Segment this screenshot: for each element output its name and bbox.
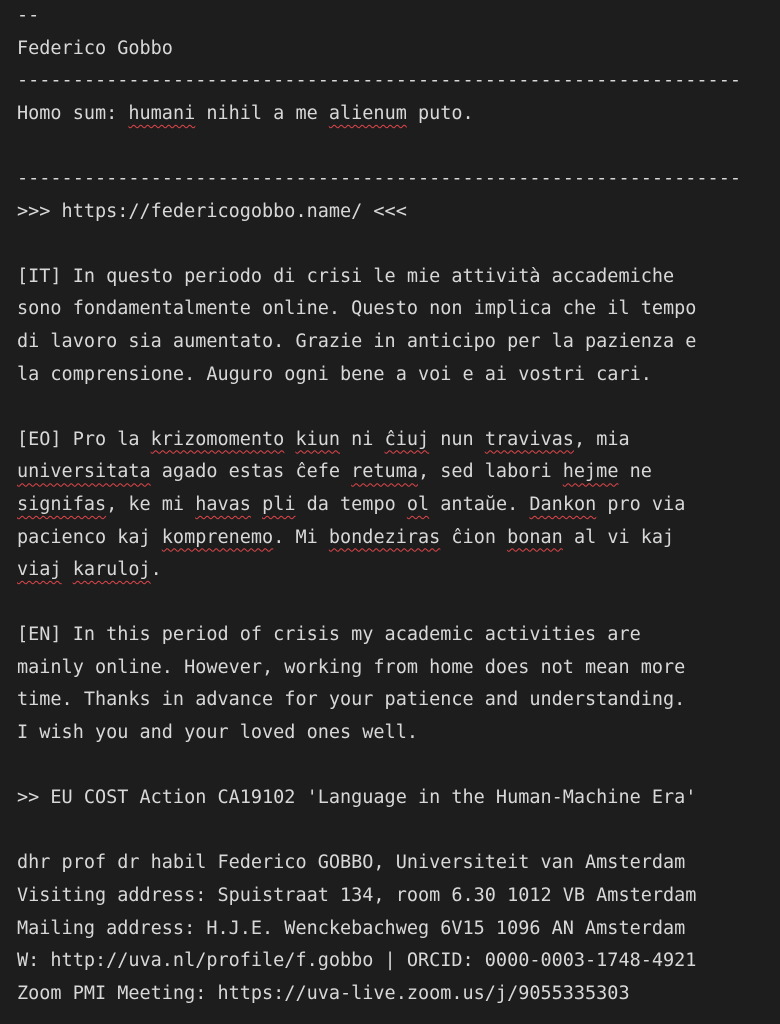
misspelled-word: retuma: [351, 461, 418, 483]
text-segment: , mia: [573, 428, 630, 450]
text-segment: --: [17, 5, 40, 26]
text-segment: -----------------------------------------------------------------: [17, 167, 741, 189]
text-line-it-3[interactable]: [17, 326, 780, 359]
text-line-eo-1[interactable]: [17, 424, 780, 457]
text-segment: Homo sum:: [17, 102, 129, 124]
text-line-sig-sep[interactable]: [17, 0, 780, 33]
text-segment: , sed labori: [417, 461, 563, 483]
text-line-zoom[interactable]: [17, 978, 780, 1011]
text-line-eo-2[interactable]: [17, 456, 780, 489]
text-segment: ni: [340, 428, 385, 450]
text-segment: I wish you and your loved ones well.: [17, 722, 418, 744]
misspelled-word: travivas: [484, 428, 574, 450]
text-segment: agado estas ĉefe: [150, 461, 352, 483]
text-segment: . Mi: [273, 526, 329, 548]
text-line-blank-5[interactable]: [17, 750, 780, 783]
text-line-rule-2[interactable]: [17, 163, 780, 196]
text-line-website[interactable]: [17, 196, 780, 229]
misspelled-word: bonan: [507, 526, 563, 548]
text-line-it-2[interactable]: [17, 293, 780, 326]
text-segment: Mailing address: H.J.E. Wenckebachweg 6V15 1096 AN Amsterdam: [17, 917, 686, 939]
misspelled-word: viaj: [17, 559, 62, 581]
text-segment: -----------------------------------------------------------------: [17, 70, 741, 92]
text-line-en-3[interactable]: [17, 684, 780, 717]
text-line-it-1[interactable]: [17, 261, 780, 294]
text-segment: antaŭe.: [429, 493, 530, 515]
text-line-title[interactable]: [17, 847, 780, 880]
text-line-blank-3[interactable]: [17, 391, 780, 424]
text-segment: mainly online. However, working from home does not mean more: [17, 656, 686, 678]
text-segment: ne: [618, 461, 652, 483]
text-line-motto[interactable]: [17, 98, 780, 131]
text-line-name[interactable]: [17, 33, 780, 66]
text-segment: la comprensione. Auguro ogni bene a voi e ai vostri cari.: [17, 363, 652, 385]
text-segment: Federico Gobbo: [17, 37, 173, 59]
text-line-blank-4[interactable]: [17, 587, 780, 620]
misspelled-word: havas: [195, 493, 251, 515]
text-line-blank-1[interactable]: [17, 130, 780, 163]
text-segment: >>> https://federicogobbo.name/ <<<: [17, 200, 407, 222]
text-line-cost[interactable]: [17, 782, 780, 815]
misspelled-word: signifas: [17, 493, 107, 515]
text-segment: [251, 494, 262, 515]
text-segment: da tempo: [295, 493, 407, 515]
misspelled-word: hejme: [562, 461, 619, 483]
text-line-it-4[interactable]: [17, 359, 780, 392]
text-line-visiting[interactable]: [17, 880, 780, 913]
misspelled-word: humani: [128, 102, 196, 124]
text-line-eo-4[interactable]: [17, 522, 780, 555]
misspelled-word: ol: [406, 493, 430, 515]
text-line-en-4[interactable]: [17, 717, 780, 750]
text-segment: Visiting address: Spuistraat 134, room 6.30 1012 VB Amsterdam: [17, 885, 697, 907]
text-line-en-2[interactable]: [17, 652, 780, 685]
misspelled-word: krizomomento: [150, 428, 285, 450]
text-segment: puto.: [406, 102, 474, 124]
text-line-en-1[interactable]: [17, 619, 780, 652]
text-segment: , ke mi: [106, 493, 196, 515]
text-line-web-orcid[interactable]: [17, 945, 780, 978]
text-segment: [EO] Pro la: [17, 428, 151, 450]
text-segment: al vi kaj: [562, 526, 675, 548]
text-segment: .: [150, 559, 162, 581]
misspelled-word: pli: [262, 493, 296, 515]
misspelled-word: alienum: [328, 102, 407, 124]
text-line-eo-3[interactable]: [17, 489, 780, 522]
text-segment: di lavoro sia aumentato. Grazie in anticipo per la pazienza e: [17, 330, 697, 352]
text-line-mailing[interactable]: [17, 913, 780, 946]
text-segment: pacienco kaj: [17, 526, 162, 548]
text-segment: pro via: [596, 493, 686, 515]
text-line-blank-2[interactable]: [17, 228, 780, 261]
misspelled-word: karuloj: [72, 559, 151, 581]
misspelled-word: ĉiuj: [384, 428, 430, 450]
text-segment: [EN] In this period of crisis my academic activities are: [17, 624, 641, 646]
text-segment: [62, 559, 73, 580]
text-segment: dhr prof dr habil Federico GOBBO, Universiteit van Amsterdam: [17, 852, 686, 874]
text-segment: [IT] In questo periodo di crisi le mie attività accademiche: [17, 265, 675, 287]
text-segment: nihil a me: [195, 102, 329, 124]
text-segment: W: http://uva.nl/profile/f.gobbo | ORCID: 0000-0003-1748-4921: [17, 950, 697, 972]
misspelled-word: bondeziras: [328, 526, 441, 548]
misspelled-word: kiun: [295, 428, 341, 450]
text-segment: sono fondamentalmente online. Questo non implica che il tempo: [17, 298, 697, 320]
misspelled-word: komprenemo: [161, 526, 274, 548]
text-segment: >> EU COST Action CA19102 'Language in the Human-Machine Era': [17, 787, 697, 809]
misspelled-word: universitata: [17, 461, 151, 483]
text-line-eo-5[interactable]: [17, 554, 780, 587]
text-segment: time. Thanks in advance for your patience and understanding.: [17, 689, 686, 711]
text-segment: [284, 429, 295, 450]
text-line-blank-6[interactable]: [17, 815, 780, 848]
misspelled-word: Dankon: [529, 493, 597, 515]
text-segment: ĉion: [440, 526, 508, 548]
text-line-rule-1[interactable]: [17, 65, 780, 98]
text-segment: Zoom PMI Meeting: https://uva-live.zoom.us/j/9055335303: [17, 982, 630, 1004]
text-segment: nun: [429, 428, 485, 450]
